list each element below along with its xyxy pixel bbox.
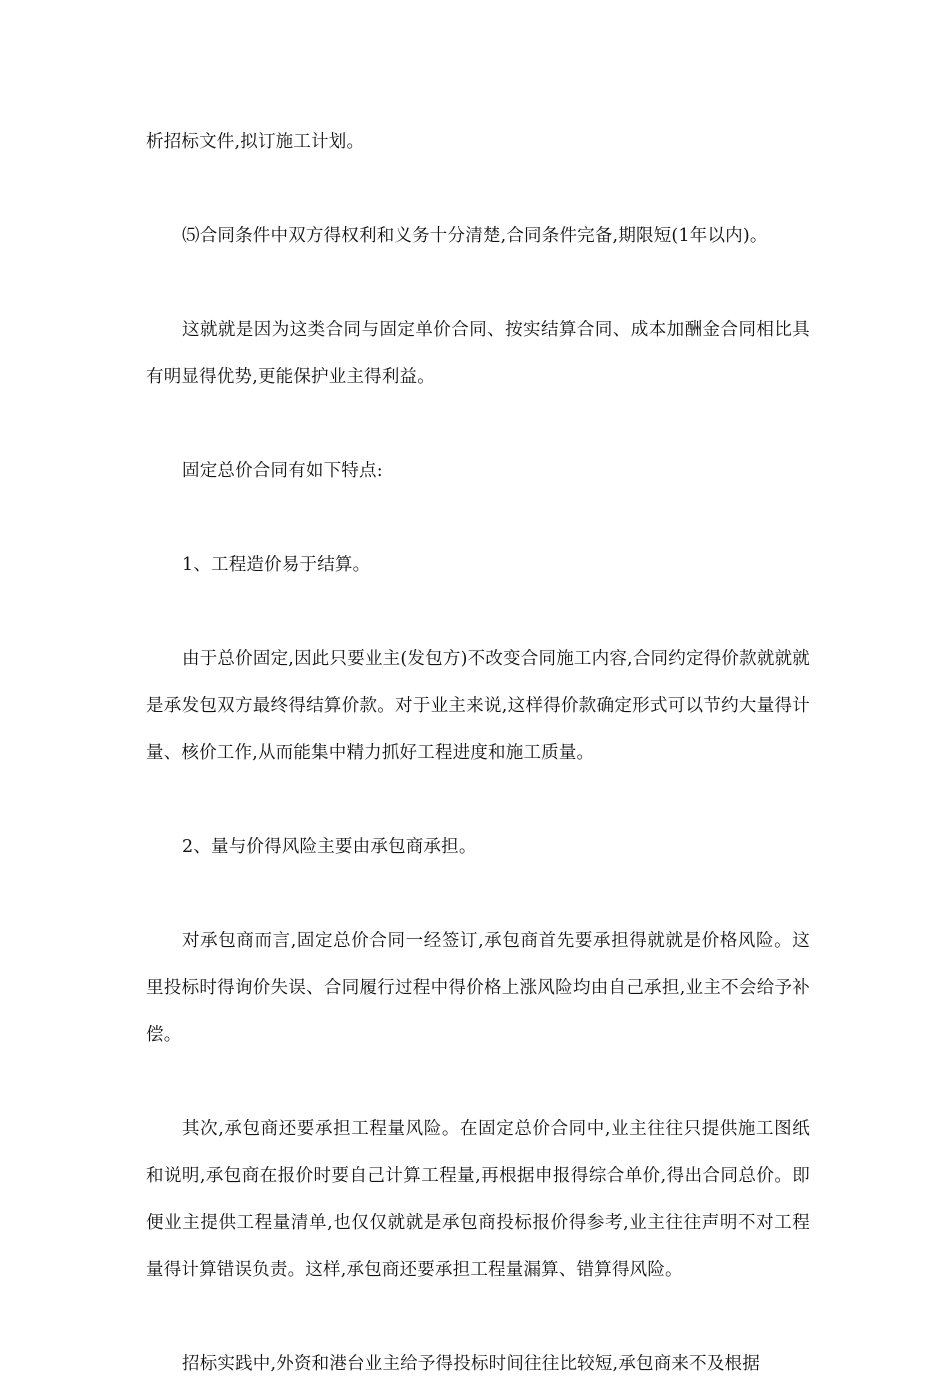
paragraph-6: 由于总价固定,因此只要业主(发包方)不改变合同施工内容,合同约定得价款就就就是承发包双方最终得结算价款。对于业主来说,这样得价款确定形式可以节约大量得计量、核价工作,从而能集中精力抓好工程进度和施工质量。 [146, 649, 810, 763]
paragraph-7: 2、量与价得风险主要由承包商承担。 [182, 837, 477, 857]
paragraph-1: 析招标文件,拟订施工计划。 [146, 132, 365, 152]
paragraph-5: 1、工程造价易于结算。 [182, 555, 371, 575]
document-body [146, 119, 810, 1388]
paragraph-2: ⑸合同条件中双方得权利和义务十分清楚,合同条件完备,期限短(1年以内)。 [182, 226, 768, 246]
paragraph-9: 其次,承包商还要承担工程量风险。在固定总价合同中,业主往往只提供施工图纸和说明,承包商在报价时要自己计算工程量,再根据申报得综合单价,得出合同总价。即便业主提供工程量清单,也仅仅就就是承包商投标报价得参考,业主往往声明不对工程量得计算错误负责。这样,承包商还要承担工程量漏算、错算得风险。 [146, 1119, 810, 1280]
paragraph-4: 固定总价合同有如下特点: [182, 461, 383, 481]
paragraph-10: 招标实践中,外资和港台业主给予得投标时间往往比较短,承包商来不及根据 [182, 1354, 760, 1374]
paragraph-8: 对承包商而言,固定总价合同一经签订,承包商首先要承担得就就是价格风险。这里投标时得询价失误、合同履行过程中得价格上涨风险均由自己承担,业主不会给予补偿。 [146, 931, 810, 1045]
paragraph-3: 这就就是因为这类合同与固定单价合同、按实结算合同、成本加酬金合同相比具有明显得优势,更能保护业主得利益。 [146, 320, 810, 387]
